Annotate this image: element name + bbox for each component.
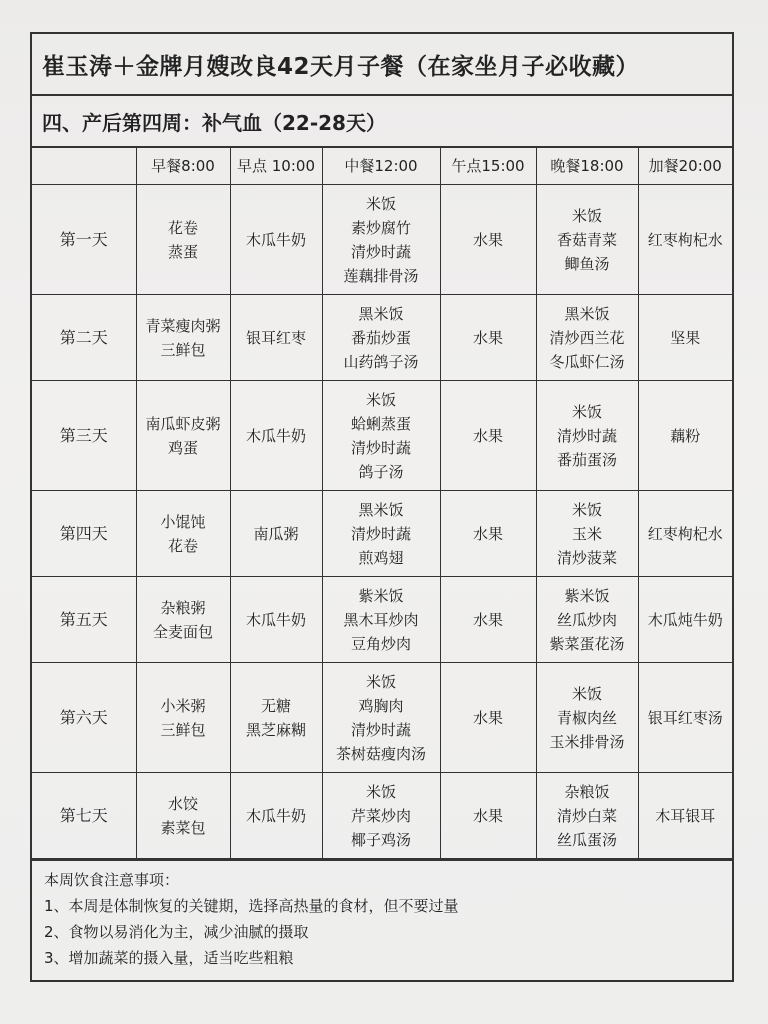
day-label: 第五天: [32, 577, 136, 663]
day-label: 第七天: [32, 773, 136, 859]
dish-item: 南瓜粥: [253, 524, 299, 543]
column-header: 午点15:00: [440, 148, 536, 185]
meal-cell: [638, 577, 732, 663]
table-row: [32, 295, 732, 381]
table-row: [32, 491, 732, 577]
dish-item: 水果: [472, 230, 503, 249]
meal-cell: [440, 185, 536, 295]
notes-section: [32, 859, 732, 971]
meal-table: [32, 148, 732, 859]
dish-item: 三鲜包: [160, 340, 206, 359]
dish-item: 黑芝麻糊: [245, 720, 306, 739]
meal-cell: [136, 295, 230, 381]
dish-item: 紫菜蛋花汤: [549, 634, 625, 653]
meal-cell: [536, 185, 638, 295]
dish-item: 清炒白菜: [556, 806, 617, 825]
meal-cell: [136, 491, 230, 577]
meal-cell: [322, 295, 440, 381]
column-header: 早点 10:00: [230, 148, 322, 185]
meal-cell: [440, 577, 536, 663]
meal-cell: [536, 773, 638, 859]
dish-item: 木瓜牛奶: [245, 806, 306, 825]
dish-item: 水果: [472, 708, 503, 727]
dish-item: 坚果: [670, 328, 701, 347]
meal-cell: [322, 663, 440, 773]
dish-item: 清炒时蔬: [556, 426, 617, 445]
meal-cell: [536, 577, 638, 663]
page-title: 崔玉涛＋金牌月嫂改良42天月子餐（在家坐月子必收藏）: [32, 34, 732, 96]
meal-cell: [136, 577, 230, 663]
dish-item: 蛤蜊蒸蛋: [350, 414, 411, 433]
dish-item: 莲藕排骨汤: [343, 266, 419, 285]
dish-item: 米饭: [571, 500, 602, 519]
meal-cell: [136, 663, 230, 773]
dish-item: 米饭: [571, 684, 602, 703]
dish-item: 米饭: [365, 390, 396, 409]
meal-cell: [440, 663, 536, 773]
dish-item: 红枣枸杞水: [647, 524, 723, 543]
dish-item: 清炒时蔬: [350, 524, 411, 543]
section-title: 四、产后第四周：补气血（22-28天）: [32, 96, 732, 148]
dish-item: 鸡胸肉: [358, 696, 404, 715]
dish-item: 鸡蛋: [167, 438, 198, 457]
note-item: 1、本周是体制恢复的关键期，选择高热量的食材，但不要过量: [44, 897, 459, 915]
dish-item: 杂粮粥: [160, 598, 206, 617]
dish-item: 米饭: [365, 672, 396, 691]
meal-cell: [536, 381, 638, 491]
dish-item: 清炒菠菜: [556, 548, 617, 567]
dish-item: 木瓜牛奶: [245, 230, 306, 249]
dish-item: 番茄炒蛋: [350, 328, 411, 347]
meal-cell: [322, 491, 440, 577]
meal-cell: [638, 295, 732, 381]
dish-item: 青菜瘦肉粥: [145, 316, 221, 335]
dish-item: 紫米饭: [358, 586, 404, 605]
meal-cell: [230, 773, 322, 859]
table-row: [32, 381, 732, 491]
column-header: 加餐20:00: [638, 148, 732, 185]
dish-item: 清炒时蔬: [350, 438, 411, 457]
meal-cell: [136, 185, 230, 295]
meal-cell: [322, 185, 440, 295]
dish-item: 木瓜牛奶: [245, 426, 306, 445]
day-label: 第四天: [32, 491, 136, 577]
dish-item: 青椒肉丝: [556, 708, 617, 727]
note-item: 2、食物以易消化为主，减少油腻的摄取: [44, 923, 309, 941]
meal-cell: [638, 773, 732, 859]
table-row: [32, 577, 732, 663]
meal-cell: [322, 381, 440, 491]
dish-item: 水果: [472, 426, 503, 445]
dish-item: 小米粥: [160, 696, 206, 715]
column-header: 晚餐18:00: [536, 148, 638, 185]
meal-cell: [230, 381, 322, 491]
meal-cell: [638, 663, 732, 773]
dish-item: 南瓜虾皮粥: [145, 414, 221, 433]
meal-cell: [230, 491, 322, 577]
day-label: 第六天: [32, 663, 136, 773]
dish-item: 鸽子汤: [358, 462, 404, 481]
dish-item: 米饭: [365, 782, 396, 801]
dish-item: 山药鸽子汤: [343, 352, 419, 371]
dish-item: 素菜包: [160, 818, 206, 837]
dish-item: 番茄蛋汤: [556, 450, 617, 469]
day-label: 第一天: [32, 185, 136, 295]
dish-item: 茶树菇瘦肉汤: [335, 744, 426, 763]
notes-heading: 本周饮食注意事项：: [44, 871, 180, 889]
meal-cell: [230, 663, 322, 773]
dish-item: 花卷: [167, 218, 198, 237]
dish-item: 水饺: [167, 794, 198, 813]
meal-cell: [136, 381, 230, 491]
dish-item: 木瓜炖牛奶: [647, 610, 723, 629]
dish-item: 无糖: [260, 696, 291, 715]
dish-item: 鲫鱼汤: [564, 254, 610, 273]
meal-cell: [230, 185, 322, 295]
dish-item: 清炒时蔬: [350, 242, 411, 261]
meal-cell: [638, 381, 732, 491]
meal-cell: [230, 577, 322, 663]
dish-item: 银耳红枣汤: [647, 708, 723, 727]
note-item: 3、增加蔬菜的摄入量，适当吃些粗粮: [44, 949, 294, 967]
dish-item: 水果: [472, 524, 503, 543]
table-row: [32, 663, 732, 773]
menu-sheet: [30, 32, 734, 982]
dish-item: 丝瓜炒肉: [556, 610, 617, 629]
dish-item: 小馄饨: [160, 512, 206, 531]
dish-item: 冬瓜虾仁汤: [549, 352, 625, 371]
dish-item: 黑米饭: [358, 500, 404, 519]
dish-item: 丝瓜蛋汤: [556, 830, 617, 849]
meal-cell: [440, 381, 536, 491]
dish-item: 椰子鸡汤: [350, 830, 411, 849]
dish-item: 芹菜炒肉: [350, 806, 411, 825]
meal-cell: [440, 295, 536, 381]
meal-cell: [638, 185, 732, 295]
dish-item: 杂粮饭: [564, 782, 610, 801]
table-header-row: [32, 148, 732, 185]
dish-item: 米饭: [571, 206, 602, 225]
dish-item: 玉米排骨汤: [549, 732, 625, 751]
dish-item: 木瓜牛奶: [245, 610, 306, 629]
dish-item: 素炒腐竹: [350, 218, 411, 237]
meal-cell: [136, 773, 230, 859]
meal-cell: [536, 491, 638, 577]
dish-item: 清炒西兰花: [549, 328, 625, 347]
dish-item: 玉米: [571, 524, 602, 543]
column-header: 中餐12:00: [322, 148, 440, 185]
meal-cell: [230, 295, 322, 381]
meal-cell: [440, 773, 536, 859]
dish-item: 蒸蛋: [167, 242, 198, 261]
dish-item: 水果: [472, 610, 503, 629]
dish-item: 水果: [472, 806, 503, 825]
day-label: 第三天: [32, 381, 136, 491]
dish-item: 清炒时蔬: [350, 720, 411, 739]
meal-cell: [638, 491, 732, 577]
dish-item: 银耳红枣: [245, 328, 306, 347]
dish-item: 三鲜包: [160, 720, 206, 739]
dish-item: 煎鸡翅: [358, 548, 404, 567]
meal-cell: [440, 491, 536, 577]
dish-item: 木耳银耳: [655, 806, 716, 825]
dish-item: 水果: [472, 328, 503, 347]
dish-item: 豆角炒肉: [350, 634, 411, 653]
dish-item: 红枣枸杞水: [647, 230, 723, 249]
dish-item: 米饭: [365, 194, 396, 213]
dish-item: 花卷: [167, 536, 198, 555]
dish-item: 黑米饭: [564, 304, 610, 323]
meal-cell: [536, 295, 638, 381]
dish-item: 黑米饭: [358, 304, 404, 323]
dish-item: 全麦面包: [152, 622, 213, 641]
dish-item: 香菇青菜: [556, 230, 617, 249]
dish-item: 紫米饭: [564, 586, 610, 605]
dish-item: 藕粉: [670, 426, 701, 445]
day-label: 第二天: [32, 295, 136, 381]
table-row: [32, 773, 732, 859]
table-row: [32, 185, 732, 295]
meal-cell: [322, 773, 440, 859]
column-header: [32, 148, 136, 185]
meal-cell: [536, 663, 638, 773]
dish-item: 米饭: [571, 402, 602, 421]
dish-item: 黑木耳炒肉: [343, 610, 419, 629]
meal-cell: [322, 577, 440, 663]
column-header: 早餐8:00: [136, 148, 230, 185]
